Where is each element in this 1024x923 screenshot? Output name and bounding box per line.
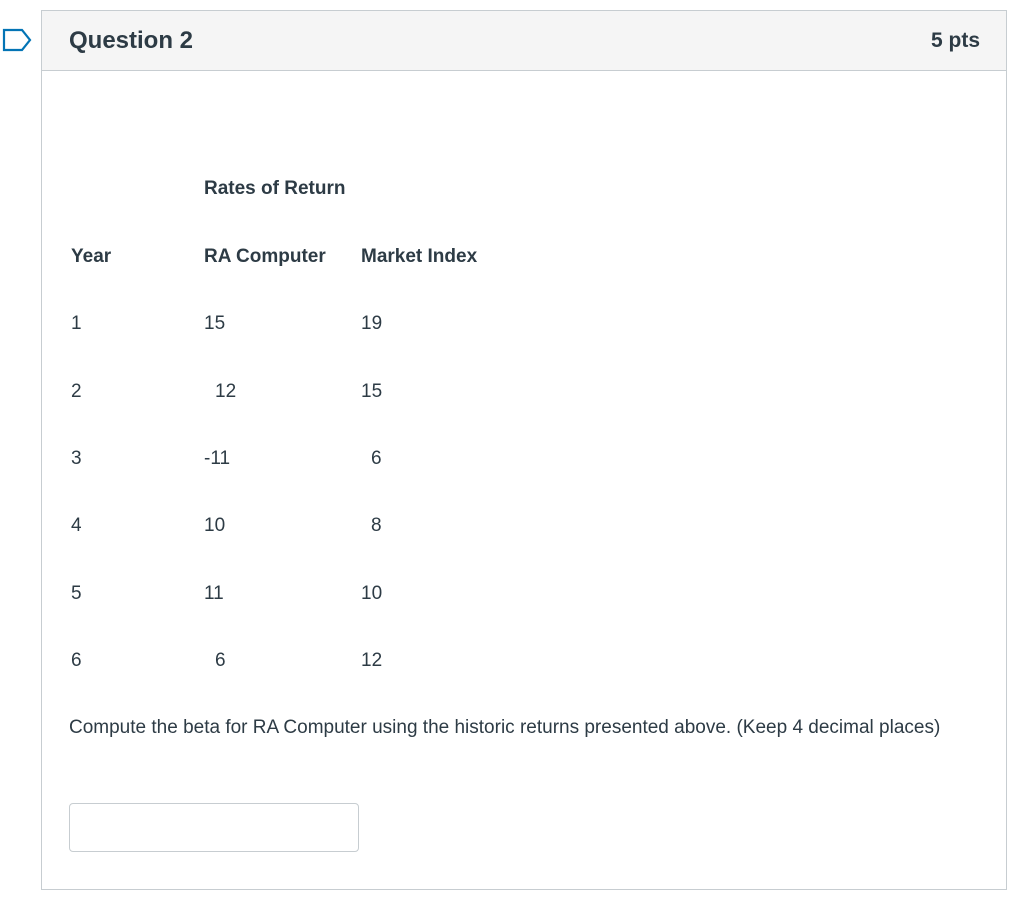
question-card [41, 10, 1007, 890]
ra-computer-cell: 15 [204, 313, 226, 334]
market-index-cell: 6 [371, 448, 382, 469]
market-index-column-header: Market Index [361, 246, 478, 267]
rates-of-return-header: Rates of Return [204, 178, 346, 199]
year-cell: 2 [71, 381, 82, 402]
year-cell: 3 [71, 448, 82, 469]
answer-input[interactable] [69, 803, 359, 852]
question-title: Question 2 [69, 27, 194, 54]
ra-computer-cell: 10 [204, 515, 226, 536]
flag-question-icon[interactable] [2, 28, 32, 52]
ra-computer-cell: 6 [215, 650, 226, 671]
ra-computer-cell: -11 [204, 448, 231, 469]
ra-computer-cell: 12 [215, 381, 237, 402]
question-header [42, 11, 1006, 71]
market-index-cell: 10 [361, 583, 383, 604]
ra-computer-cell: 11 [204, 583, 224, 604]
market-index-cell: 15 [361, 381, 383, 402]
year-cell: 1 [71, 313, 82, 334]
year-cell: 4 [71, 515, 82, 536]
market-index-cell: 12 [361, 650, 383, 671]
question-prompt: Compute the beta for RA Computer using the historic returns presented above. (Keep 4 decimal places) [69, 717, 941, 738]
market-index-cell: 8 [371, 515, 382, 536]
market-index-cell: 19 [361, 313, 383, 334]
question-points: 5 pts [930, 29, 980, 52]
year-cell: 6 [71, 650, 82, 671]
year-cell: 5 [71, 583, 82, 604]
ra-computer-column-header: RA Computer [204, 246, 326, 267]
year-column-header: Year [71, 246, 112, 267]
